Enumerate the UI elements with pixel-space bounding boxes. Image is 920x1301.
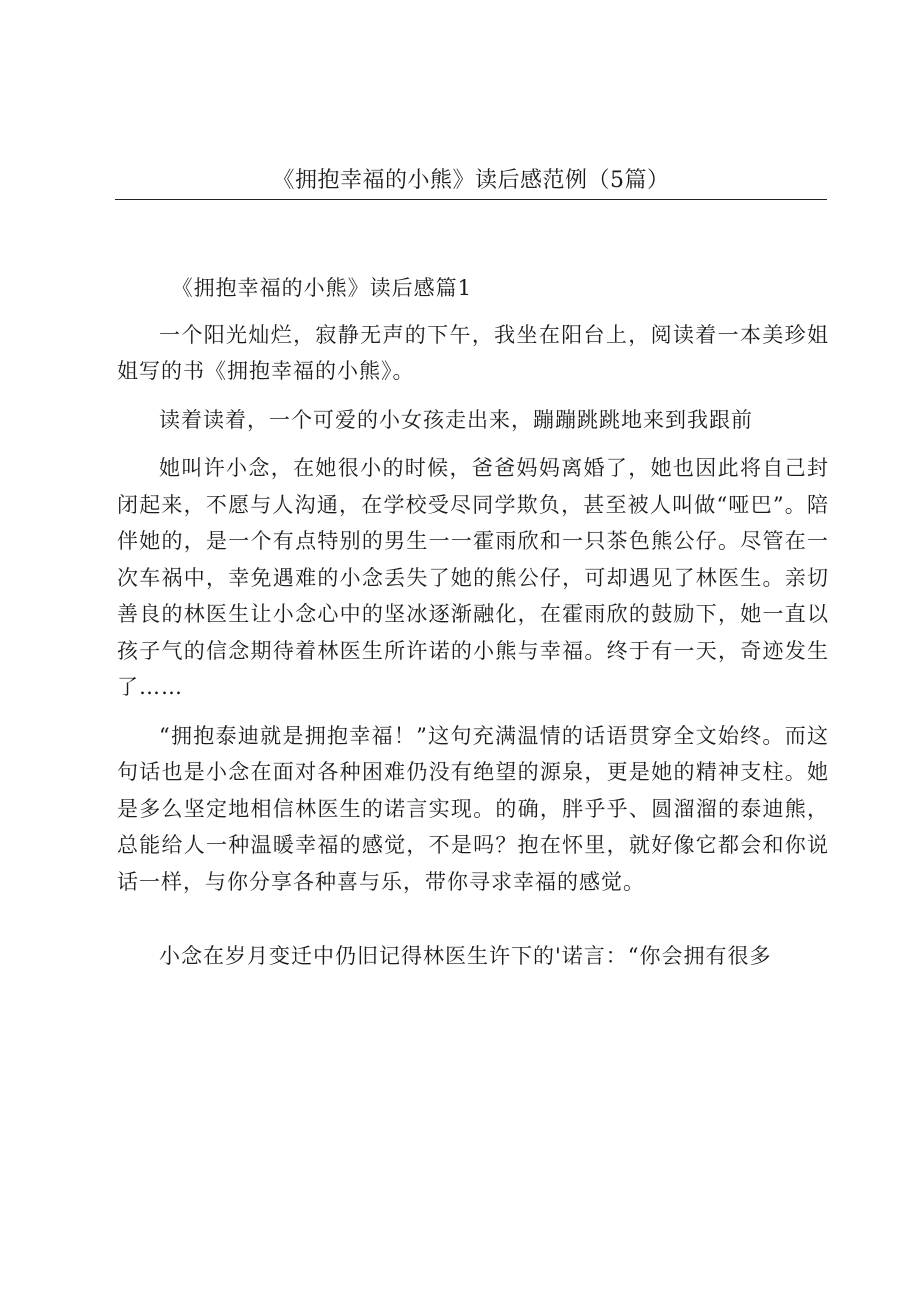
paragraph: 一个阳光灿烂，寂静无声的下午，我坐在阳台上，阅读着一本美珍姐姐写的书《拥抱幸福的小熊》。: [117, 322, 829, 383]
paragraph: “拥抱泰迪就是拥抱幸福！”这句充满温情的话语贯穿全文始终。而这句话也是小念在面对各种困难仍没有绝望的源泉，更是她的精神支柱。她是多么坚定地相信林医生的诺言实现。的确，胖乎乎、圆溜溜的泰迪熊，总能给人一种温暖幸福的感觉，不是吗？抱在怀里，就好像它都会和你说话一样，与你分享各种喜与乐，带你寻求幸福的感觉。: [117, 723, 829, 894]
paragraph: 读着读着，一个可爱的小女孩走出来，蹦蹦跳跳地来到我跟前: [159, 407, 753, 432]
title-underline: [115, 199, 827, 200]
document-body: [117, 270, 829, 975]
document-title: 《拥抱幸福的小熊》读后感范例（5篇）: [272, 168, 670, 193]
section-heading: 《拥抱幸福的小熊》读后感篇1: [171, 276, 472, 300]
paragraph: 她叫许小念，在她很小的时候，爸爸妈妈离婚了，她也因此将自己封闭起来，不愿与人沟通，在学校受尽同学欺负，甚至被人叫做“哑巴”。陪伴她的，是一个有点特别的男生一一霍雨欣和一只茶色熊公仔。尽管在一次车祸中，幸免遇难的小念丢失了她的熊公仔，可却遇见了林医生。亲切善良的林医生让小念心中的坚冰逐渐融化，在霍雨欣的鼓励下，她一直以孩子气的信念期待着林医生所许诺的小熊与幸福。终于有一天，奇迹发生了……: [117, 456, 829, 699]
paragraph: 小念在岁月变迁中仍旧记得林医生许下的'诺言：“你会拥有很多: [159, 944, 772, 968]
